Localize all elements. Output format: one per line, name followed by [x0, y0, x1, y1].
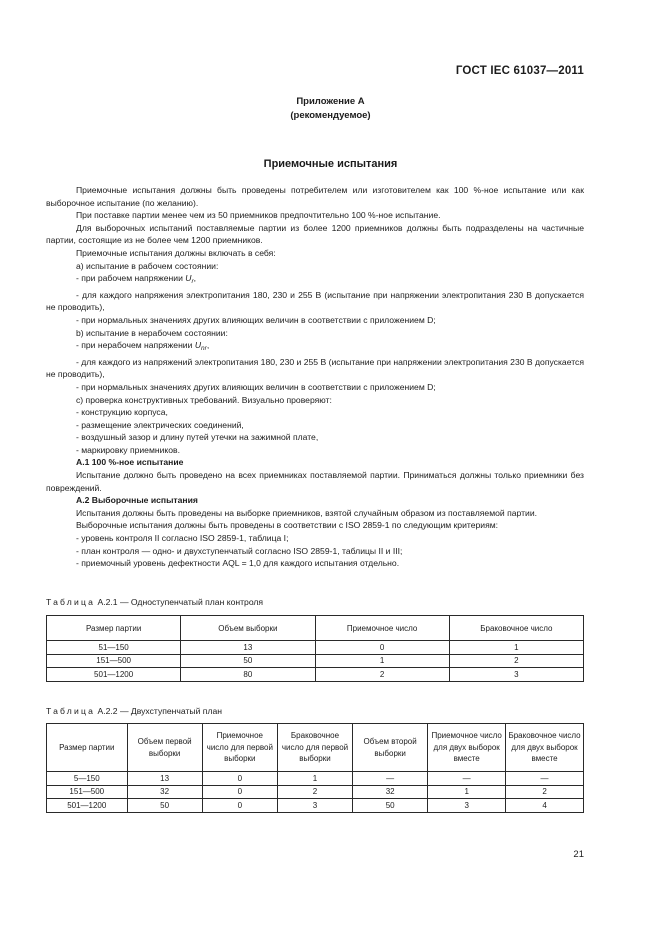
table-header: Объем второй выборки: [353, 724, 428, 772]
table-row: [47, 785, 584, 799]
list-item: - для каждого напряжения электропитания 180, 230 и 255 В (испытание при напряжении электропитания 230 В допускается не проводить),: [46, 289, 584, 313]
annex-status: (рекомендуемое): [290, 110, 371, 121]
table-caption-text: А.2.1 — Одноступенчатый план контроля: [95, 597, 264, 607]
table-header: Приемочное число: [315, 616, 449, 641]
table-header: Приемочное число для двух выборок вместе: [428, 724, 506, 772]
paragraph: При поставке партии менее чем из 50 приемников предпочтительно 100 %-ное испытание.: [76, 210, 441, 221]
table-cell: 0: [202, 785, 277, 799]
voltage-subscript: r: [191, 278, 194, 286]
table-cell: 2: [315, 668, 449, 682]
single-stage-plan-table: [46, 615, 584, 682]
table-caption: [46, 706, 222, 716]
table-header: Приемочное число для первой выборки: [202, 724, 277, 772]
table-cell: 51—150: [47, 641, 181, 655]
body-text: [46, 184, 584, 570]
paragraph: Приемочные испытания должны включать в себя:: [76, 247, 276, 258]
paragraph: Для выборочных испытаний поставляемые партии из более 1200 приемников должны быть подразделены на частичные партии, состоящие из не более чем 1200 приемников.: [46, 222, 584, 246]
voltage-subscript: nr: [201, 345, 207, 353]
table-cell: 501—1200: [47, 668, 181, 682]
list-item: - уровень контроля II согласно ISO 2859-1, таблица I;: [76, 533, 289, 544]
paragraph: Испытания должны быть проведены на выборке приемников, взятой случайным образом из поставляемой партии.: [76, 507, 538, 518]
table-header: Браковочное число для первой выборки: [277, 724, 352, 772]
table-cell: 13: [127, 772, 202, 786]
subsection-heading: А.1 100 %-ное испытание: [76, 457, 184, 468]
table-cell: 1: [428, 785, 506, 799]
table-cell: 1: [449, 641, 583, 655]
table-caption-label: Таблица: [46, 706, 96, 716]
list-item: с) проверка конструктивных требований. Визуально проверяют:: [76, 394, 332, 405]
subsection-heading: А.2 Выборочные испытания: [76, 495, 198, 506]
list-item: [46, 339, 584, 356]
list-item: - для каждого из напряжений электропитания 180, 230 и 255 В (испытание при напряжении электропитания 230 В допускается не проводить),: [46, 356, 584, 380]
section-title: Приемочные испытания: [263, 158, 398, 170]
table-cell: 50: [353, 799, 428, 813]
table-cell: 0: [202, 799, 277, 813]
annex-heading: [0, 95, 661, 123]
list-item: - конструкцию корпуса,: [76, 407, 168, 418]
table-header: Браковочное число для двух выборок вместе: [506, 724, 584, 772]
list-item: - воздушный зазор и длину путей утечки на зажимной плате,: [76, 432, 319, 443]
table-caption-label: Таблица: [46, 597, 96, 607]
list-item: а) испытание в рабочем состоянии:: [76, 260, 219, 271]
table-cell: 0: [202, 772, 277, 786]
two-stage-plan-table: [46, 723, 584, 813]
punctuation: ,: [206, 340, 210, 351]
table-header: Браковочное число: [449, 616, 583, 641]
table-cell: —: [353, 772, 428, 786]
table-cell: 151—500: [47, 785, 128, 799]
table-cell: 0: [315, 641, 449, 655]
page-number: 21: [573, 849, 584, 860]
paragraph: Выборочные испытания должны быть проведены в соответствии с ISO 2859-1 по следующим критериям:: [76, 520, 499, 531]
table-header: Объем первой выборки: [127, 724, 202, 772]
table-cell: 501—1200: [47, 799, 128, 813]
table-cell: 2: [506, 785, 584, 799]
table-cell: 3: [449, 668, 583, 682]
table-row: [47, 772, 584, 786]
table-cell: 2: [449, 654, 583, 668]
voltage-symbol: U: [185, 273, 192, 284]
table-cell: 13: [181, 641, 315, 655]
table-row: [47, 641, 584, 655]
table-caption-text: А.2.2 — Двухступенчатый план: [95, 706, 222, 716]
table-cell: 50: [181, 654, 315, 668]
table-cell: 1: [277, 772, 352, 786]
table-header: Размер партии: [47, 724, 128, 772]
voltage-symbol: U: [194, 340, 202, 351]
table-header: Объем выборки: [181, 616, 315, 641]
list-item: - маркировку приемников.: [76, 444, 180, 455]
table-cell: 32: [127, 785, 202, 799]
table-cell: 1: [315, 654, 449, 668]
list-item: - приемочный уровень дефектности AQL = 1,0 для каждого испытания отдельно.: [76, 558, 400, 569]
list-item-text: - при рабочем напряжении: [76, 273, 186, 284]
list-item: - план контроля — одно- и двухступенчатый согласно ISO 2859-1, таблицы II и III;: [76, 545, 403, 556]
table-cell: 2: [277, 785, 352, 799]
table-cell: —: [506, 772, 584, 786]
list-item-text: - при нерабочем напряжении: [76, 340, 195, 351]
table-row: [47, 654, 584, 668]
list-item: [46, 272, 584, 289]
table-cell: 50: [127, 799, 202, 813]
table-cell: 3: [428, 799, 506, 813]
paragraph: Испытание должно быть проведено на всех приемниках поставляемой партии. Приниматься должны только приемники без повреждений.: [46, 470, 584, 493]
table-row: [47, 668, 584, 682]
table-header: Размер партии: [47, 616, 181, 641]
list-item: - размещение электрических соединений,: [76, 419, 244, 430]
table-cell: —: [428, 772, 506, 786]
standard-designation: ГОСТ IEC 61037—2011: [455, 65, 584, 77]
table-row: [47, 799, 584, 813]
table-caption: [46, 597, 263, 607]
paragraph: Приемочные испытания должны быть проведены потребителем или изготовителем как 100 %-ное испытание или как выборочное испытание (по желанию).: [46, 185, 584, 208]
table-cell: 32: [353, 785, 428, 799]
list-item: b) испытание в нерабочем состоянии:: [76, 327, 228, 338]
table-cell: 80: [181, 668, 315, 682]
list-item: - при нормальных значениях других влияющих величин в соответствии с приложением D;: [76, 314, 436, 325]
list-item: - при нормальных значениях других влияющих величин в соответствии с приложением D;: [76, 381, 436, 392]
punctuation: ,: [193, 273, 197, 284]
table-cell: 5—150: [47, 772, 128, 786]
table-cell: 3: [277, 799, 352, 813]
table-cell: 4: [506, 799, 584, 813]
table-cell: 151—500: [47, 654, 181, 668]
annex-title: Приложение А: [296, 96, 365, 107]
